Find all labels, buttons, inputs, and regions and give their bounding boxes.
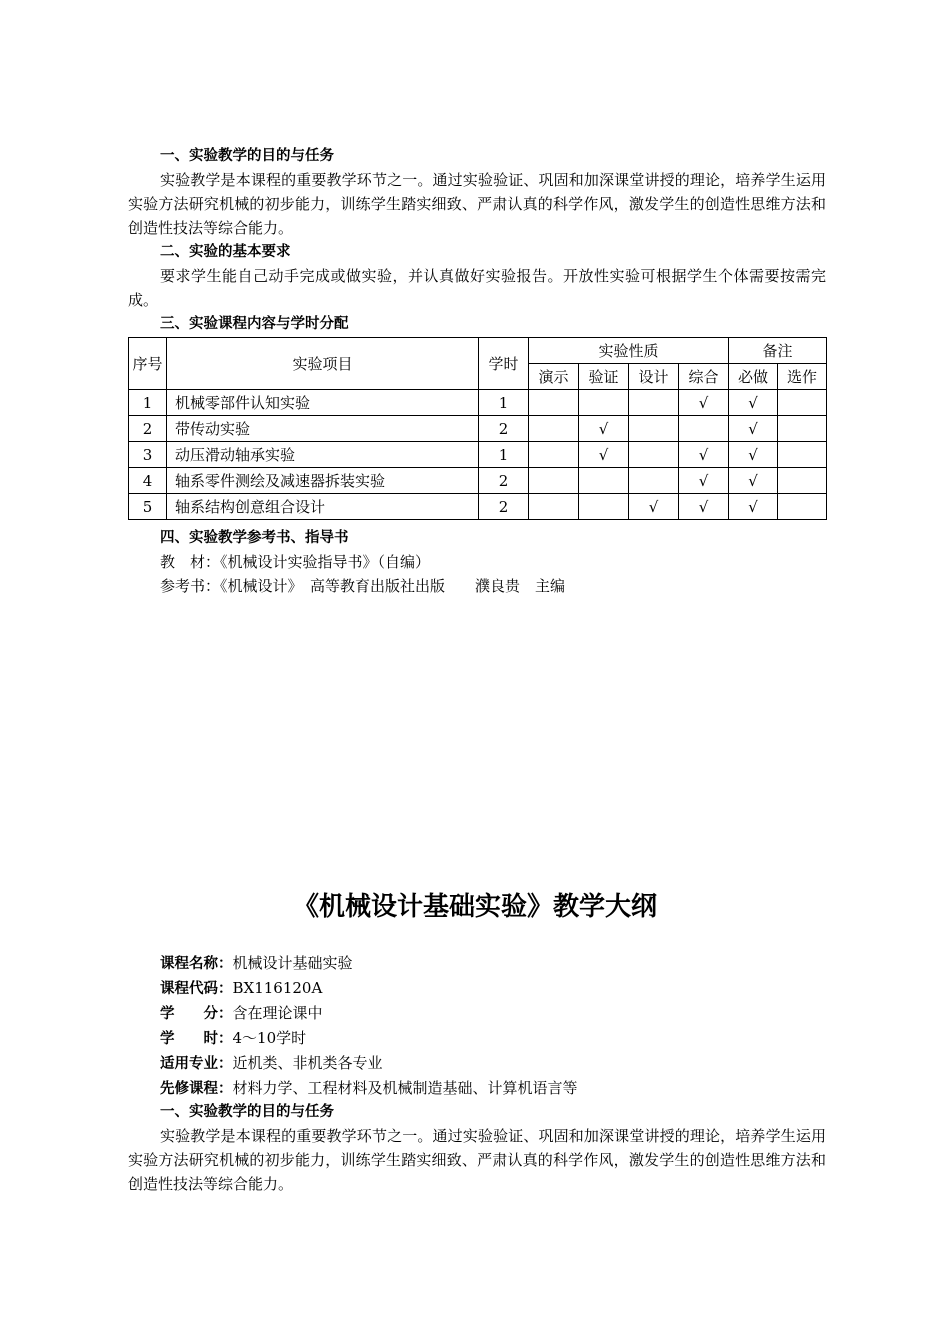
cell-verify: [579, 468, 629, 494]
cell-demo: [529, 468, 579, 494]
subheader-optional: 选作: [778, 364, 827, 390]
header-seq: 序号: [129, 338, 167, 390]
cell-seq: 2: [129, 416, 167, 442]
cell-demo: [529, 390, 579, 416]
cell-demo: [529, 442, 579, 468]
cell-demo: [529, 416, 579, 442]
header-note: 备注: [729, 338, 827, 364]
cell-hours: 1: [479, 390, 529, 416]
table-row: [129, 468, 827, 494]
cell-verify: √: [579, 442, 629, 468]
textbook-line: 教 材：《机械设计实验指导书》（自编）: [160, 553, 431, 571]
cell-hours: 2: [479, 468, 529, 494]
cell-required: √: [729, 416, 778, 442]
table-row: [129, 442, 827, 468]
section4-heading: 四、实验教学参考书、指导书: [160, 530, 349, 546]
info-row-credits: [160, 1001, 858, 1026]
header-nature: 实验性质: [529, 338, 729, 364]
cell-comprehensive: √: [679, 390, 729, 416]
cell-design: [629, 442, 679, 468]
section2-heading: 二、实验的基本要求: [160, 244, 291, 260]
table-row: [129, 494, 827, 520]
section2-body: 要求学生能自己动手完成或做实验，并认真做好实验报告。开放性实验可根据学生个体需要按需完成。: [128, 267, 826, 309]
cell-hours: 2: [479, 494, 529, 520]
info-value: 材料力学、工程材料及机械制造基础、计算机语言等: [232, 1079, 578, 1097]
subheader-required: 必做: [729, 364, 778, 390]
info-row-majors: [160, 1051, 858, 1076]
cell-hours: 2: [479, 416, 529, 442]
cell-name: 带传动实验: [167, 416, 479, 442]
subheader-demo: 演示: [529, 364, 579, 390]
subheader-comprehensive: 综合: [679, 364, 729, 390]
subheader-verify: 验证: [579, 364, 629, 390]
cell-design: [629, 390, 679, 416]
header-item: 实验项目: [167, 338, 479, 390]
info-value: 4～10学时: [232, 1029, 307, 1047]
cell-optional: [778, 416, 827, 442]
info-value: 含在理论课中: [232, 1004, 323, 1022]
info-value: BX116120A: [232, 979, 323, 997]
doc2-section1-body: 实验教学是本课程的重要教学环节之一。通过实验验证、巩固和加深课堂讲授的理论，培养学生运用实验方法研究机械的初步能力，训练学生踏实细致、严肃认真的科学作风，激发学生的创造性思维方法和创造性技法等综合能力。: [128, 1127, 826, 1193]
cell-required: √: [729, 494, 778, 520]
cell-comprehensive: [679, 416, 729, 442]
cell-seq: 4: [129, 468, 167, 494]
cell-optional: [778, 390, 827, 416]
cell-verify: √: [579, 416, 629, 442]
header-hours: 学时: [479, 338, 529, 390]
info-label: 课程代码：: [160, 981, 233, 997]
cell-design: √: [629, 494, 679, 520]
cell-hours: 1: [479, 442, 529, 468]
cell-seq: 1: [129, 390, 167, 416]
cell-optional: [778, 494, 827, 520]
info-row-prerequisites: [160, 1076, 858, 1101]
section3-heading: 三、实验课程内容与学时分配: [160, 316, 349, 332]
cell-comprehensive: √: [679, 468, 729, 494]
cell-seq: 5: [129, 494, 167, 520]
info-value: 近机类、非机类各专业: [232, 1054, 383, 1072]
table-row: [129, 390, 827, 416]
info-row-course-name: [160, 951, 858, 976]
cell-design: [629, 468, 679, 494]
section1-heading: 一、实验教学的目的与任务: [160, 148, 334, 164]
course-info: [128, 951, 858, 1101]
info-row-hours: [160, 1026, 858, 1051]
cell-seq: 3: [129, 442, 167, 468]
info-row-course-code: [160, 976, 858, 1001]
cell-demo: [529, 494, 579, 520]
info-value: 机械设计基础实验: [232, 954, 353, 972]
info-label: 学 分：: [160, 1006, 233, 1022]
reference-line: 参考书：《机械设计》 高等教育出版社出版 濮良贵 主编: [160, 577, 566, 595]
cell-design: [629, 416, 679, 442]
cell-comprehensive: √: [679, 494, 729, 520]
info-label: 学 时：: [160, 1031, 233, 1047]
cell-name: 轴系零件测绘及减速器拆装实验: [167, 468, 479, 494]
cell-optional: [778, 468, 827, 494]
cell-required: √: [729, 442, 778, 468]
cell-verify: [579, 390, 629, 416]
syllabus-title: 《机械设计基础实验》教学大纲: [292, 892, 657, 922]
cell-verify: [579, 494, 629, 520]
subheader-design: 设计: [629, 364, 679, 390]
info-label: 适用专业：: [160, 1056, 233, 1072]
cell-name: 轴系结构创意组合设计: [167, 494, 479, 520]
cell-required: √: [729, 390, 778, 416]
experiment-table: [128, 337, 827, 520]
cell-required: √: [729, 468, 778, 494]
info-label: 课程名称：: [160, 956, 233, 972]
table-row: [129, 416, 827, 442]
cell-comprehensive: √: [679, 442, 729, 468]
cell-name: 机械零部件认知实验: [167, 390, 479, 416]
cell-name: 动压滑动轴承实验: [167, 442, 479, 468]
cell-optional: [778, 442, 827, 468]
info-label: 先修课程：: [160, 1081, 233, 1097]
doc2-section1-heading: 一、实验教学的目的与任务: [160, 1104, 334, 1120]
section1-body: 实验教学是本课程的重要教学环节之一。通过实验验证、巩固和加深课堂讲授的理论，培养学生运用实验方法研究机械的初步能力，训练学生踏实细致、严肃认真的科学作风，激发学生的创造性思维方法和创造性技法等综合能力。: [128, 171, 826, 237]
